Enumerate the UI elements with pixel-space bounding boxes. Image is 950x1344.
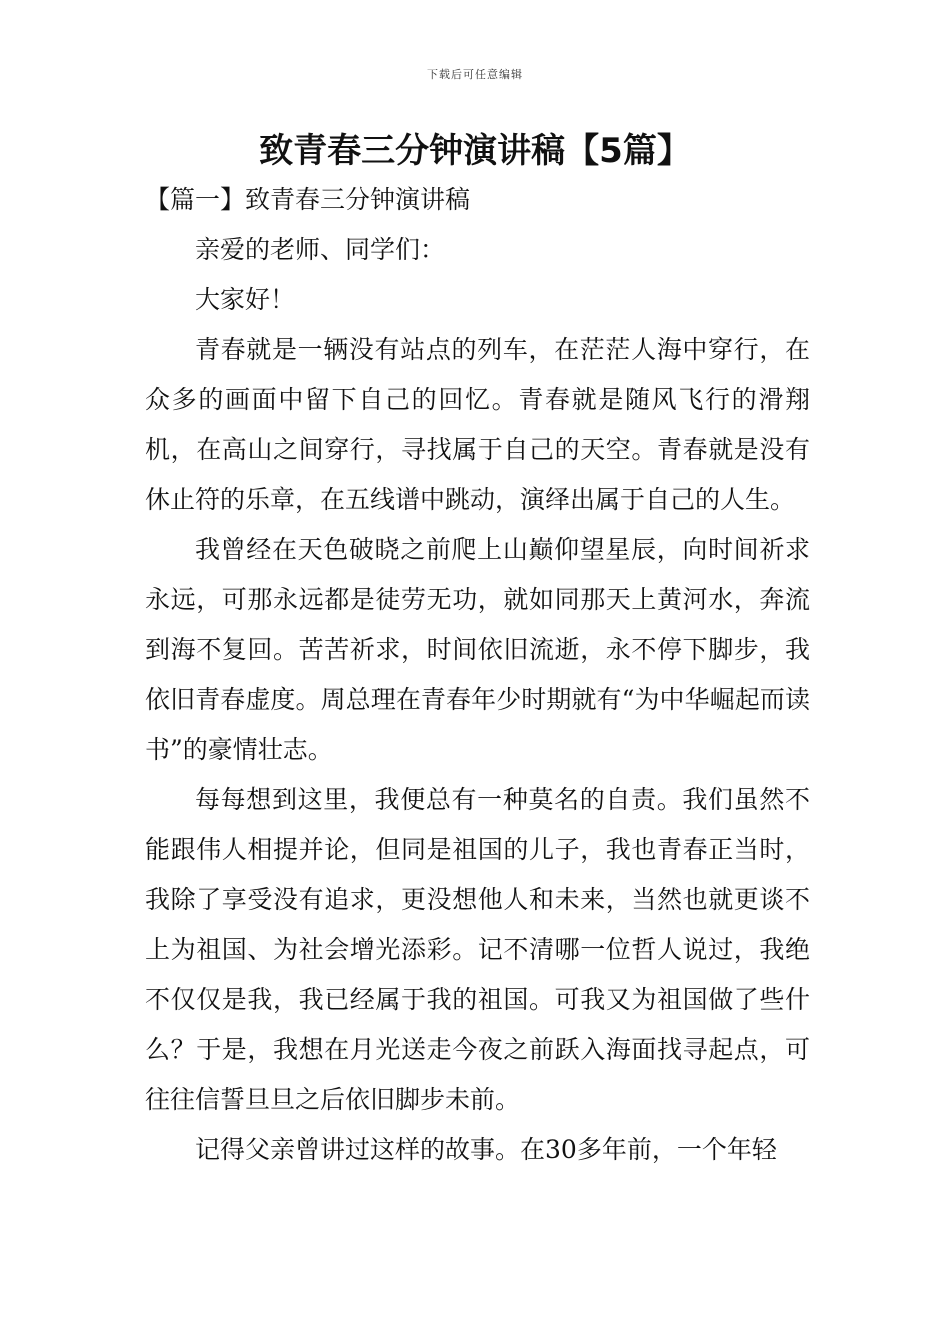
paragraph: 每每想到这里，我便总有一种莫名的自责。我们虽然不能跟伟人相提并论，但同是祖国的儿子，我也青春正当时，我除了享受没有追求，更没想他人和未来，当然也就更谈不上为祖国、为社会增光添彩。记不清哪一位哲人说过，我绝不仅仅是我，我已经属于我的祖国。可我又为祖国做了些什么？于是，我想在月光送走今夜之前跃入海面找寻起点，可往往信誓旦旦之后依旧脚步未前。: [145, 785, 810, 1114]
paragraph: 记得父亲曾讲过这样的故事。在30多年前，一个年轻: [195, 1135, 777, 1164]
paragraph: 青春就是一辆没有站点的列车，在茫茫人海中穿行，在众多的画面中留下自己的回忆。青春就是随风飞行的滑翔机，在高山之间穿行，寻找属于自己的天空。青春就是没有休止符的乐章，在五线谱中跳动，演绎出属于自己的人生。: [145, 335, 810, 514]
body-text: [145, 225, 810, 1175]
paragraph-greeting: 大家好！: [195, 285, 296, 314]
paragraph-salutation: 亲爱的老师、同学们：: [195, 235, 446, 264]
document-title: 致青春三分钟演讲稿【5篇】: [259, 131, 691, 171]
section-heading: 【篇一】致青春三分钟演讲稿: [145, 185, 471, 214]
paragraph: 我曾经在天色破晓之前爬上山巅仰望星辰，向时间祈求永远，可那永远都是徒劳无功，就如同那天上黄河水，奔流到海不复回。苦苦祈求，时间依旧流逝，永不停下脚步，我依旧青春虚度。周总理在青春年少时期就有“为中华崛起而读书”的豪情壮志。: [145, 535, 810, 764]
page-header-note: 下载后可任意编辑: [427, 68, 523, 81]
